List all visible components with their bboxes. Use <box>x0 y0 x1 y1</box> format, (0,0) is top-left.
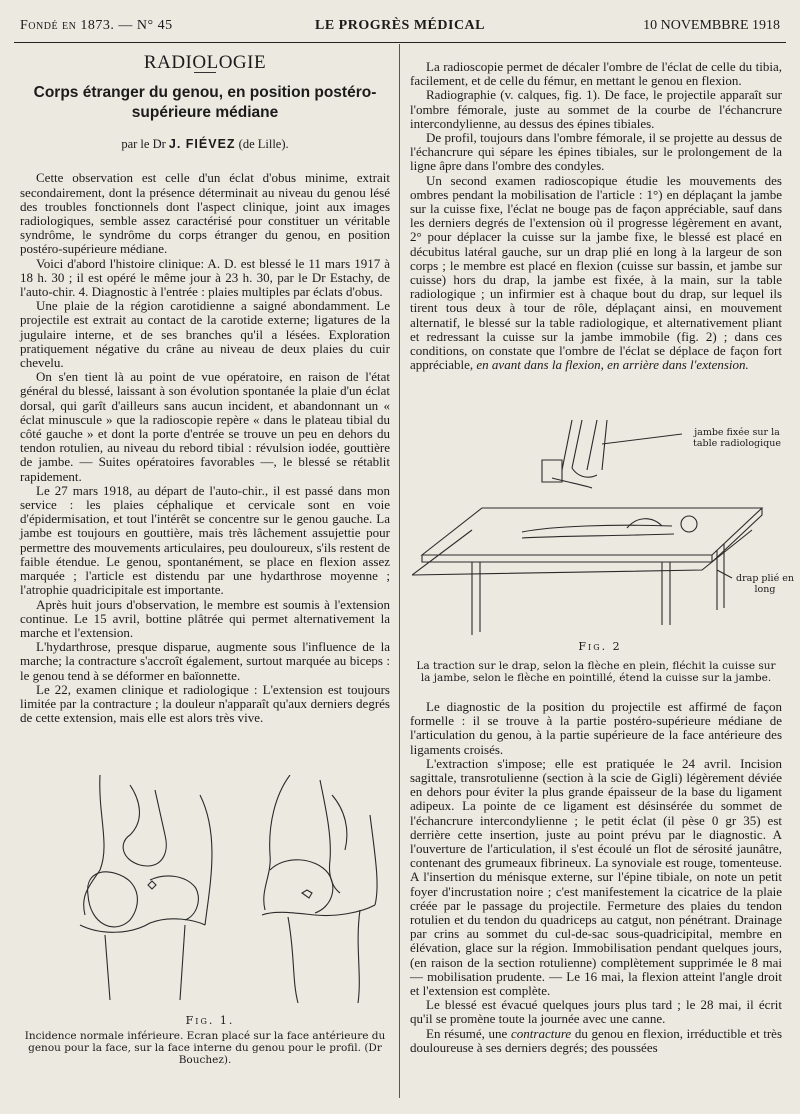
article-title: Corps étranger du genou, en position postéro-supérieure médiane <box>33 84 377 122</box>
author-name: J. FIÉVEZ <box>168 137 236 152</box>
page-header <box>20 18 780 38</box>
paragraph: Voici d'abord l'histoire clinique: A. D. est blessé le 11 mars 1917 à 18 h. 30 ; il est opéré le même jour à 23 h. 30, par le Dr Estachy, de l'auto-chir. 4. Diagnostic à l'entrée : plaies multiples par éclats d'obus. <box>20 255 390 300</box>
header-date: 10 NOVEMBBRE 1918 <box>643 18 780 33</box>
paragraph: Radiographie (v. calques, fig. 1). De face, le projectile apparaît sur l'ombre fémorale, juste au sommet de la courbe de l'échancrure intercondylienne, au dessus des épines tibiales. <box>410 87 782 131</box>
figure-1-caption: Fig. 1. <box>185 1014 235 1027</box>
paragraph: Le diagnostic de la position du projectile est affirmé de façon formelle : il se trouve à la partie postéro-supérieure médiane de l'articulation du genou, à la partie supérieure de la face antérieure des ligaments croisés. <box>410 699 782 757</box>
section-heading: RADIOLOGIE <box>143 52 267 73</box>
figure-2-diagram <box>412 420 782 635</box>
left-column <box>20 50 390 725</box>
paragraph: Après huit jours d'observation, le membre est soumis à l'extension continue. Le 15 avril, bottine plâtrée qui permet alternativement la marche et l'extension. <box>20 596 390 640</box>
figure-2-label-leg: jambe fixée sur la table radiologique <box>693 427 781 449</box>
journal-title: LE PROGRÈS MÉDICAL <box>314 18 486 33</box>
figure-2-legend: La traction sur le drap, selon la flèche en plein, fléchit la cuisse sur la jambe, selon le flèche en pointillé, étend la cuisse sur la jambe. <box>416 660 776 684</box>
byline-suffix: (de Lille). <box>238 137 289 152</box>
paragraph: L'hydarthrose, presque disparue, augmente sous l'influence de la marche; la contracture s'accroît également, surtout marquée au biceps : le genou tend à se déformer en baïonnette. <box>20 639 390 683</box>
paragraph-start: En résumé, une <box>426 1025 508 1041</box>
header-founded: Fondé en 1873. — N° 45 <box>20 18 173 33</box>
paragraph: Le 22, examen clinique et radiologique : L'extension est toujours limitée par la contracture ; la douleur n'apparaît qu'aux derniers degrés de cette extension, mais elle est alors très vive. <box>20 681 390 726</box>
emphasis-text: contracture <box>511 1025 572 1041</box>
right-column-top <box>410 60 782 372</box>
emphasis-text: en avant dans la flexion, en arrière dans l'extension. <box>476 357 749 373</box>
byline-prefix: par le Dr <box>121 137 166 152</box>
figure-1-legend: Incidence normale inférieure. Ecran placé sur la face antérieure du genou pour la face, sur la face interne du genou pour le profil. (Dr Bouchez). <box>24 1030 386 1066</box>
paragraph-end: du genou en flexion, irréductible et très douloureuse à ses derniers degrés; des poussées <box>410 1025 782 1055</box>
right-column-bottom <box>410 700 782 1055</box>
paragraph: Cette observation est celle d'un éclat d'obus minime, extrait secondairement, dont la présence déterminait au niveau du genou lésé des troubles fonctionnels dont l'aspect clinique, joint aux images radiologiques, semble assez caractérisé pour constituer un véritable syndrôme, le syndrôme du corps étranger du genou, en position postéro-supérieure médiane. <box>20 170 390 257</box>
column-divider <box>399 44 400 1098</box>
paragraph <box>410 174 782 373</box>
figure-2-label-sheet: drap plié en long <box>736 573 794 595</box>
paragraph: L'extraction s'impose; elle est pratiquée le 24 avril. Incision sagittale, transrotulienne (section à la scie de Gigli) légèrement déviée en dehors pour éviter la plus grande épaisseur de la base du ligament adipeux. La pointe de ce ligament est désinsérée du sommet de l'échancrure intercondylienne ; le petit éclat (il pèse 0 gr 35) est derrière cette insertion, juste au point prévu par le diagnostic. A l'ouverture de l'articulation, il s'est écoulé un flot de sérosité jaunâtre, contenant des grumeaux fibrineux. La synoviale est rouge, tomenteuse. A l'insertion du ménisque externe, sur l'épine tibiale, on note un petit foyer d'incrustation noire ; c'est manifestement la cicatrice de la plaie créée par le passage du projectile. Fermeture des plaies du tendon rotulien et du tendon du quadriceps au catgut, non pénétrant. Drainage par crins au sommet du cul-de-sac sous-quadricipital, membre en élévation, glace sur la région. Immobilisation pendant quelques jours, (en raison de la section rotulienne) complètement supprimée le 8 mai — mobilisation prudente. — Le 16 mai, la flexion atteint l'angle droit et l'extension est complète. <box>410 755 782 999</box>
header-rule <box>14 42 786 43</box>
paragraph: On s'en tient là au point de vue opératoire, en raison de l'état général du blessé, laissant à son évolution spontanée la plaie d'un éclat dorsal, qui garît d'ailleurs sans aucun incident, et abandonnant un « éclat minuscule » que la radioscopie repère « dans le plateau tibial du côté gauche » et dont la porte d'entrée se trouve un peu en dehors du tendon rotulien, au niveau du rebord tibial : révulsion iodée, gouttière de jambe. — Suites opératoires favorables —, le blessé se rétablit rapidement. <box>20 369 390 484</box>
figure-2-caption: Fig. 2 <box>578 640 622 653</box>
paragraph: De profil, toujours dans l'ombre fémorale, il se projette au dessus de l'échancrure qui sépare les épines tibiales, sur le prolongement de la ligne âpre dans l'ombre des condyles. <box>410 130 782 174</box>
byline <box>20 137 390 151</box>
paragraph: Le blessé est évacué quelques jours plus tard ; le 28 mai, il écrit qu'il se promène toute la journée avec une canne. <box>410 997 782 1027</box>
paragraph: La radioscopie permet de décaler l'ombre de l'éclat de celle du tibia, facilement, et de celle du fémur, en mettant le genou en flexion. <box>410 59 782 89</box>
paragraph: Le 27 mars 1918, au départ de l'auto-chir., il est passé dans mon service : les plaies céphalique et cervicale sont en voie d'épidermisation, et tout l'intérêt se concentre sur le genou gauche. La jambe est toujours en gouttière, mais très lâchement assujettie pour permettre des mouvements articulaires, peu douloureux, s'ils restent de faible étendue. Le genou, spontanément, se place en flexion assez marquée ; l'article est distendu par une hydarthrose moyenne ; l'atrophie quadricipitale est importante. <box>20 482 390 598</box>
paragraph <box>410 1027 782 1055</box>
paragraph-text: Un second examen radioscopique étudie les mouvements des ombres pendant la mobilisation de l'article : 1°) en déplaçant la jambe sur la cuisse fixe, l'éclat ne bouge pas de façon appréciable, sauf dans les derniers degrés de l'extension où il progresse légèrement en avant, 2° pour déplacer la cuisse sur la jambe fixe, le blessé est placé en décubitus latéral gauche, sur un drap plié en long à la largeur de son corps ; le membre est placé en flexion (cuisse sur bassin, et jambe sur cuisse) hors du drap, la jambe est fixée, à la main, sur la table radiologique ; un infirmier est à chaque bout du drap, sur lequel ils tirent tous deux à tour de rôle, déplaçant ainsi, en mouvement alternatif, le blessé sur la table radiologique, et alternativement pliant et redressant la cuisse sur la jambe immobile (fig. 2) ; dans ces conditions, on constate que l'ombre de l'éclat se déplace de façon fort appréciable, <box>410 172 782 373</box>
figure-1-tracings <box>70 775 390 1005</box>
paragraph: Une plaie de la région carotidienne a saigné abondamment. Le projectile est extrait au contact de la carotide externe; ligatures de la jugulaire interne, et de ses branches qu'il a lésées. Exploration pratiquement négative du crâne au niveau de deux plaies du cuir chevelu. <box>20 298 390 371</box>
